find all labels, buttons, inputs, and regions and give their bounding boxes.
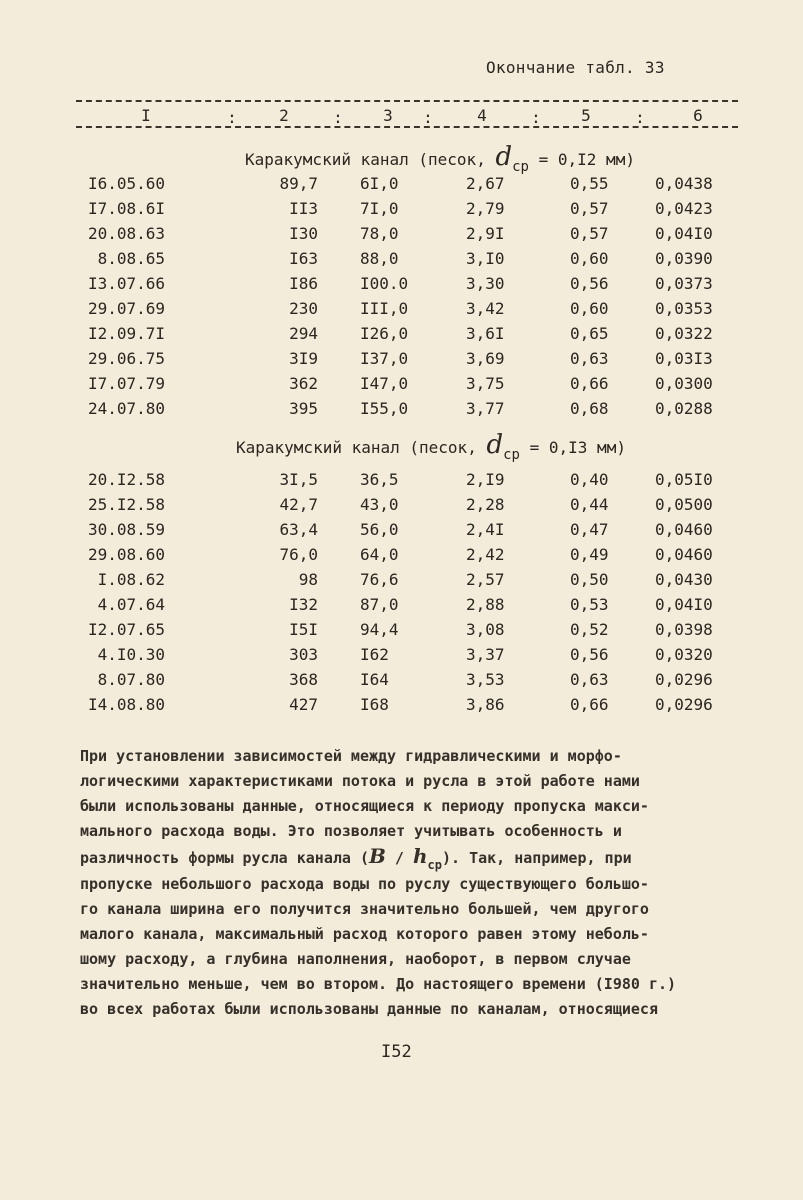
table-row <box>0 199 803 221</box>
col2-cell: I86 <box>289 274 318 293</box>
column-separator: : <box>635 108 645 127</box>
date-cell: 4.07.64 <box>97 595 165 614</box>
col2-cell: II3 <box>289 199 318 218</box>
paragraph-line: При установлении зависимостей между гидравлическими и морфо- <box>80 747 622 765</box>
table-row <box>0 324 803 346</box>
col2-cell: 98 <box>298 570 318 589</box>
col6-cell: 0,04I0 <box>655 224 713 243</box>
col3-cell: III,0 <box>360 299 409 318</box>
col4-cell: 2,67 <box>466 174 505 193</box>
paragraph-line: во всех работах были использованы данные по каналам, относящиеся <box>80 1000 658 1018</box>
col6-cell: 0,0322 <box>655 324 713 343</box>
col2-cell: 395 <box>289 399 318 418</box>
table-row <box>0 224 803 246</box>
col5-cell: 0,65 <box>570 324 609 343</box>
col2-cell: 3I,5 <box>279 470 318 489</box>
col2-cell: 303 <box>289 645 318 664</box>
column-separator: : <box>333 108 343 127</box>
column-header-5: 5 <box>581 106 591 125</box>
col6-cell: 0,0373 <box>655 274 713 293</box>
page-number: I52 <box>381 1042 412 1062</box>
table-row <box>0 374 803 396</box>
col4-cell: 2,57 <box>466 570 505 589</box>
col5-cell: 0,68 <box>570 399 609 418</box>
grain-size-value: = 0,I3 мм) <box>529 438 626 457</box>
paragraph-line: го канала ширина его получится значительно большей, чем другого <box>80 900 649 918</box>
paragraph-line: пропуске небольшого расхода воды по руслу существующего большо- <box>80 875 649 893</box>
table-row <box>0 595 803 617</box>
col5-cell: 0,40 <box>570 470 609 489</box>
col5-cell: 0,57 <box>570 199 609 218</box>
col6-cell: 0,0500 <box>655 495 713 514</box>
col2-cell: I5I <box>289 620 318 639</box>
col5-cell: 0,66 <box>570 695 609 714</box>
col6-cell: 0,0460 <box>655 545 713 564</box>
col3-cell: 64,0 <box>360 545 399 564</box>
paragraph-line: малого канала, максимальный расход которого равен этому неболь- <box>80 925 649 943</box>
table-row <box>0 670 803 692</box>
col3-cell: 36,5 <box>360 470 399 489</box>
section-title-text: Каракумский канал (песок, <box>236 438 477 457</box>
col3-cell: 76,6 <box>360 570 399 589</box>
paragraph-line: логическими характеристиками потока и русла в этой работе нами <box>80 772 640 790</box>
paragraph-line: значительно меньше, чем во втором. До настоящего времени (I980 г.) <box>80 975 677 993</box>
col3-cell: 7I,0 <box>360 199 399 218</box>
column-header-1: I <box>141 106 151 125</box>
date-cell: 4.I0.30 <box>97 645 165 664</box>
col5-cell: 0,56 <box>570 645 609 664</box>
col4-cell: 3,6I <box>466 324 505 343</box>
col3-cell: I64 <box>360 670 389 689</box>
col3-cell: I26,0 <box>360 324 409 343</box>
formula-depth-symbol: h <box>412 844 428 868</box>
col4-cell: 3,30 <box>466 274 505 293</box>
date-cell: I4.08.80 <box>87 695 165 714</box>
date-cell: 8.07.80 <box>97 670 165 689</box>
date-cell: I3.07.66 <box>87 274 165 293</box>
date-cell: 8.08.65 <box>97 249 165 268</box>
col5-cell: 0,60 <box>570 299 609 318</box>
col3-cell: 43,0 <box>360 495 399 514</box>
column-header-6: 6 <box>693 106 703 125</box>
date-cell: 29.06.75 <box>87 349 165 368</box>
section-title-1 <box>245 142 635 175</box>
date-cell: 29.08.60 <box>87 545 165 564</box>
col5-cell: 0,53 <box>570 595 609 614</box>
grain-size-symbol: d <box>486 430 504 460</box>
col6-cell: 0,0296 <box>655 695 713 714</box>
table-row <box>0 174 803 196</box>
col4-cell: 3,42 <box>466 299 505 318</box>
col3-cell: 87,0 <box>360 595 399 614</box>
col2-cell: 368 <box>289 670 318 689</box>
col2-cell: 76,0 <box>279 545 318 564</box>
col4-cell: 3,86 <box>466 695 505 714</box>
col5-cell: 0,44 <box>570 495 609 514</box>
table-row <box>0 349 803 371</box>
col3-cell: I55,0 <box>360 399 409 418</box>
col6-cell: 0,05I0 <box>655 470 713 489</box>
col4-cell: 3,I0 <box>466 249 505 268</box>
col4-cell: 2,I9 <box>466 470 505 489</box>
col6-cell: 0,0320 <box>655 645 713 664</box>
formula-subscript: ср <box>427 858 442 872</box>
col3-cell: I47,0 <box>360 374 409 393</box>
col3-cell: 94,4 <box>360 620 399 639</box>
date-cell: I2.09.7I <box>87 324 165 343</box>
formula-slash: / <box>385 849 413 867</box>
col2-cell: 230 <box>289 299 318 318</box>
col2-cell: I32 <box>289 595 318 614</box>
col6-cell: 0,0296 <box>655 670 713 689</box>
date-cell: 20.08.63 <box>87 224 165 243</box>
col4-cell: 3,08 <box>466 620 505 639</box>
col2-cell: I30 <box>289 224 318 243</box>
paragraph-line: различность формы русла канала ( <box>80 849 369 867</box>
col6-cell: 0,0288 <box>655 399 713 418</box>
section-title-text: Каракумский канал (песок, <box>245 150 486 169</box>
col5-cell: 0,63 <box>570 349 609 368</box>
section-title-2 <box>236 430 626 463</box>
col4-cell: 2,4I <box>466 520 505 539</box>
table-row <box>0 399 803 421</box>
col4-cell: 3,53 <box>466 670 505 689</box>
table-row <box>0 520 803 542</box>
col2-cell: 3I9 <box>289 349 318 368</box>
column-separator: : <box>227 108 237 127</box>
col4-cell: 2,88 <box>466 595 505 614</box>
paragraph-line: ). Так, например, при <box>441 849 632 867</box>
date-cell: I2.07.65 <box>87 620 165 639</box>
paragraph-line: мального расхода воды. Это позволяет учитывать особенность и <box>80 822 622 840</box>
col2-cell: 42,7 <box>279 495 318 514</box>
column-header-4: 4 <box>477 106 487 125</box>
date-cell: 20.I2.58 <box>87 470 165 489</box>
col6-cell: 0,0423 <box>655 199 713 218</box>
date-cell: I6.05.60 <box>87 174 165 193</box>
col3-cell: I00.0 <box>360 274 409 293</box>
col6-cell: 0,0353 <box>655 299 713 318</box>
table-row <box>0 470 803 492</box>
col5-cell: 0,57 <box>570 224 609 243</box>
col3-cell: I62 <box>360 645 389 664</box>
table-caption: Окончание табл. 33 <box>486 58 665 77</box>
table-row <box>0 645 803 667</box>
grain-size-subscript: ср <box>503 447 520 463</box>
table-row <box>0 570 803 592</box>
col6-cell: 0,0430 <box>655 570 713 589</box>
grain-size-value: = 0,I2 мм) <box>538 150 635 169</box>
header-rule-top <box>76 100 738 102</box>
table-row <box>0 274 803 296</box>
col5-cell: 0,55 <box>570 174 609 193</box>
col6-cell: 0,0390 <box>655 249 713 268</box>
col5-cell: 0,60 <box>570 249 609 268</box>
date-cell: I7.07.79 <box>87 374 165 393</box>
col2-cell: I63 <box>289 249 318 268</box>
col3-cell: 56,0 <box>360 520 399 539</box>
col6-cell: 0,04I0 <box>655 595 713 614</box>
col3-cell: 78,0 <box>360 224 399 243</box>
col6-cell: 0,0460 <box>655 520 713 539</box>
column-separator: : <box>423 108 433 127</box>
table-row <box>0 299 803 321</box>
col3-cell: 88,0 <box>360 249 399 268</box>
col6-cell: 0,0438 <box>655 174 713 193</box>
col5-cell: 0,63 <box>570 670 609 689</box>
date-cell: 30.08.59 <box>87 520 165 539</box>
col3-cell: I68 <box>360 695 389 714</box>
col5-cell: 0,56 <box>570 274 609 293</box>
col6-cell: 0,03I3 <box>655 349 713 368</box>
table-row <box>0 695 803 717</box>
col2-cell: 89,7 <box>279 174 318 193</box>
grain-size-subscript: ср <box>512 159 529 175</box>
date-cell: 24.07.80 <box>87 399 165 418</box>
paragraph-line-with-formula <box>80 844 740 872</box>
col6-cell: 0,0398 <box>655 620 713 639</box>
table-row <box>0 495 803 517</box>
col2-cell: 362 <box>289 374 318 393</box>
column-header-2: 2 <box>279 106 289 125</box>
body-paragraph <box>80 744 740 1022</box>
col5-cell: 0,66 <box>570 374 609 393</box>
grain-size-symbol: d <box>495 142 513 172</box>
header-rule-bottom <box>76 126 738 128</box>
col5-cell: 0,49 <box>570 545 609 564</box>
col4-cell: 3,77 <box>466 399 505 418</box>
table-row <box>0 545 803 567</box>
col4-cell: 2,79 <box>466 199 505 218</box>
col4-cell: 2,28 <box>466 495 505 514</box>
col2-cell: 427 <box>289 695 318 714</box>
paragraph-line: были использованы данные, относящиеся к периоду пропуска макси- <box>80 797 649 815</box>
col6-cell: 0,0300 <box>655 374 713 393</box>
table-row <box>0 249 803 271</box>
col4-cell: 2,9I <box>466 224 505 243</box>
col5-cell: 0,52 <box>570 620 609 639</box>
col2-cell: 63,4 <box>279 520 318 539</box>
paragraph-line: шому расходу, а глубина наполнения, наоборот, в первом случае <box>80 950 631 968</box>
date-cell: 25.I2.58 <box>87 495 165 514</box>
date-cell: 29.07.69 <box>87 299 165 318</box>
col4-cell: 2,42 <box>466 545 505 564</box>
column-header-3: 3 <box>383 106 393 125</box>
col5-cell: 0,50 <box>570 570 609 589</box>
column-separator: : <box>531 108 541 127</box>
col4-cell: 3,75 <box>466 374 505 393</box>
col4-cell: 3,37 <box>466 645 505 664</box>
col5-cell: 0,47 <box>570 520 609 539</box>
date-cell: I.08.62 <box>97 570 165 589</box>
col3-cell: I37,0 <box>360 349 409 368</box>
col2-cell: 294 <box>289 324 318 343</box>
date-cell: I7.08.6I <box>87 199 165 218</box>
table-row <box>0 620 803 642</box>
col3-cell: 6I,0 <box>360 174 399 193</box>
formula-width-symbol: B <box>368 844 386 868</box>
col4-cell: 3,69 <box>466 349 505 368</box>
